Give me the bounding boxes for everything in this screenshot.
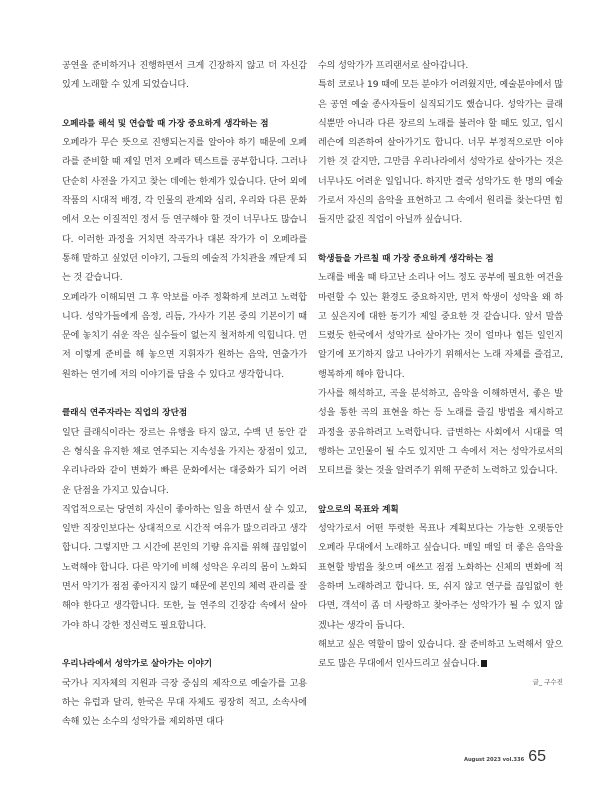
page-footer xyxy=(464,748,546,766)
section-heading-opera-interpretation: 오페라를 해석 및 연습할 때 가장 중요하게 생각하는 점 xyxy=(62,118,269,129)
body-paragraph: 국가나 지자체의 지원과 극장 중심의 제작으로 예술가를 고용하는 유럽과 달리, 한국은 무대 자체도 굉장히 적고, 소속사에 속해 있는 소수의 성악가를 제외하면 대다 xyxy=(62,678,307,728)
left-column xyxy=(62,57,307,732)
body-paragraph: 성악가로서 어떤 뚜렷한 목표나 계획보다는 가능한 오랫동안 오페라 무대에서 노래하고 싶습니다. 매일 매일 더 좋은 음악을 표현할 방법을 찾으며 애쓰고 점점 노화하는 신체의 변화에 적응하며 노래하려고 합니다. 또, 쉬지 않고 연구를 끊임없이 한다면, 객석이 좀 더 사랑하고 찾아주는 성악가가 될 수 있지 않겠냐는 생각이 듭니다. xyxy=(318,524,563,631)
section-heading-goals: 앞으로의 목표와 계획 xyxy=(318,504,399,515)
closing-paragraph xyxy=(318,636,563,675)
section-heading-pros-cons: 클래식 연주자라는 직업의 장단점 xyxy=(62,408,188,419)
body-paragraph: 오페라가 이해되면 그 후 악보를 아주 정확하게 보려고 노력합니다. 성악가들에게 음정, 리듬, 가사가 기본 중의 기본이기 때문에 놓치기 쉬운 작은 실수들이 없는지 철저하게 익힙니다. 먼저 이렇게 준비를 해 놓으면 지휘자가 원하는 음악, 연출가가 원하는 연기에 저의 이야기를 담을 수 있다고 생각합니다. xyxy=(62,292,307,380)
page-number: 65 xyxy=(528,748,546,765)
body-paragraph: 오페라가 무슨 뜻으로 진행되는지를 알아야 하기 때문에 오페라를 준비할 때 제일 먼저 오페라 텍스트를 공부합니다. 그러나 단순히 사전을 가지고 찾는 데에는 한계가 있습니다. 단어 외에 작품의 시대적 배경, 각 인물의 관계와 심리, 우리와 다른 문화에서 오는 이질적인 정서 등 연구해야 할 것이 너무나도 많습니다. 이러한 과정을 거치면 작곡가나 대본 작가가 이 오페라를 통해 말하고 싶었던 이야기, 그들의 예술적 가치관을 깨닫게 되는 것 같습니다. xyxy=(62,138,307,284)
body-paragraph: 특히 코로나 19 때에 모든 분야가 어려웠지만, 예술분야에서 많은 공연 예술 종사자들이 실직되기도 했습니다. 성악가는 클래식뿐만 아니라 다른 장르의 노래를 불러야 할 때도 있고, 입시레슨에 의존하여 살아가기도 합니다. 너무 부정적으로만 이야기한 것 같지만, 그만큼 우리나라에서 성악가로 살아가는 것은 너무나도 어려운 일입니다. 하지만 결국 성악가도 한 명의 예술가로서 자신의 음악을 표현하고 그 속에서 원리를 찾는다면 힘들지만 값진 직업이 아닐까 싶습니다. xyxy=(318,80,563,226)
continued-paragraph: 수의 성악가가 프리랜서로 살아갑니다. xyxy=(318,61,469,71)
body-paragraph: 일단 클래식이라는 장르는 유행을 타지 않고, 수백 년 동안 같은 형식을 유지한 채로 연주되는 지속성을 가지는 장점이 있고, 우리나라와 같이 변화가 빠른 문화에서는 대중화가 되기 어려운 단점을 가지고 있습니다. xyxy=(62,427,307,496)
author-byline: 글_ 구수진 xyxy=(532,677,563,686)
section-heading-teaching: 학생들을 가르칠 때 가장 중요하게 생각하는 점 xyxy=(318,253,494,264)
body-paragraph: 가사를 해석하고, 곡을 분석하고, 음악을 이해하면서, 좋은 발성을 통한 곡의 표현을 하는 등 노래를 즐길 방법을 제시하고 과정을 공유하려고 노력합니다. 급변하는 사회에서 시대를 역행하는 고인물이 될 수도 있지만 그 속에서 저는 성악가로서의 모티브를 찾는 것을 알려주기 위해 꾸준히 노력하고 있습니다. xyxy=(318,389,563,477)
section-heading-singer-in-korea: 우리나라에서 성악가로 살아가는 이야기 xyxy=(62,659,213,670)
end-mark-icon xyxy=(481,660,487,667)
body-paragraph: 노래를 배울 때 타고난 소리나 어느 정도 공부에 필요한 여건을 마련할 수 있는 환경도 중요하지만, 먼저 학생이 성악을 왜 하고 싶은지에 대한 동기가 제일 중요한 것 같습니다. 앞서 말씀드렸듯 한국에서 성악가로 살아가는 것이 얼마나 힘든 일인지 알기에 포기하지 않고 나아가기 위해서는 노래 자체를 즐겁고, 행복하게 해야 합니다. xyxy=(318,273,563,380)
body-paragraph: 직업적으로는 당연히 자신이 좋아하는 일을 하면서 살 수 있고, 일반 직장인보다는 상대적으로 시간적 여유가 많으리라고 생각합니다. 그렇지만 그 시간에 본인의 기량 유지를 위해 끊임없이 노력해야 합니다. 다른 악기에 비해 성악은 우리의 몸이 노화되면서 악기가 점점 좋아지지 않기 때문에 본인의 체력 관리를 잘해야 한다고 생각합니다. 또한, 늘 연주의 긴장감 속에서 살아가야 하니 강한 정신력도 필요합니다. xyxy=(62,504,307,631)
issue-label: August 2023 vol.336 xyxy=(463,757,525,763)
right-column xyxy=(318,57,563,688)
intro-paragraph: 공연을 준비하거나 진행하면서 크게 긴장하지 않고 더 자신감 있게 노래할 수 있게 되었습니다. xyxy=(62,61,307,91)
closing-text: 해보고 싶은 역할이 많이 있습니다. 잘 준비하고 노력해서 앞으로도 많은 무대에서 인사드리고 싶습니다. xyxy=(318,639,563,670)
